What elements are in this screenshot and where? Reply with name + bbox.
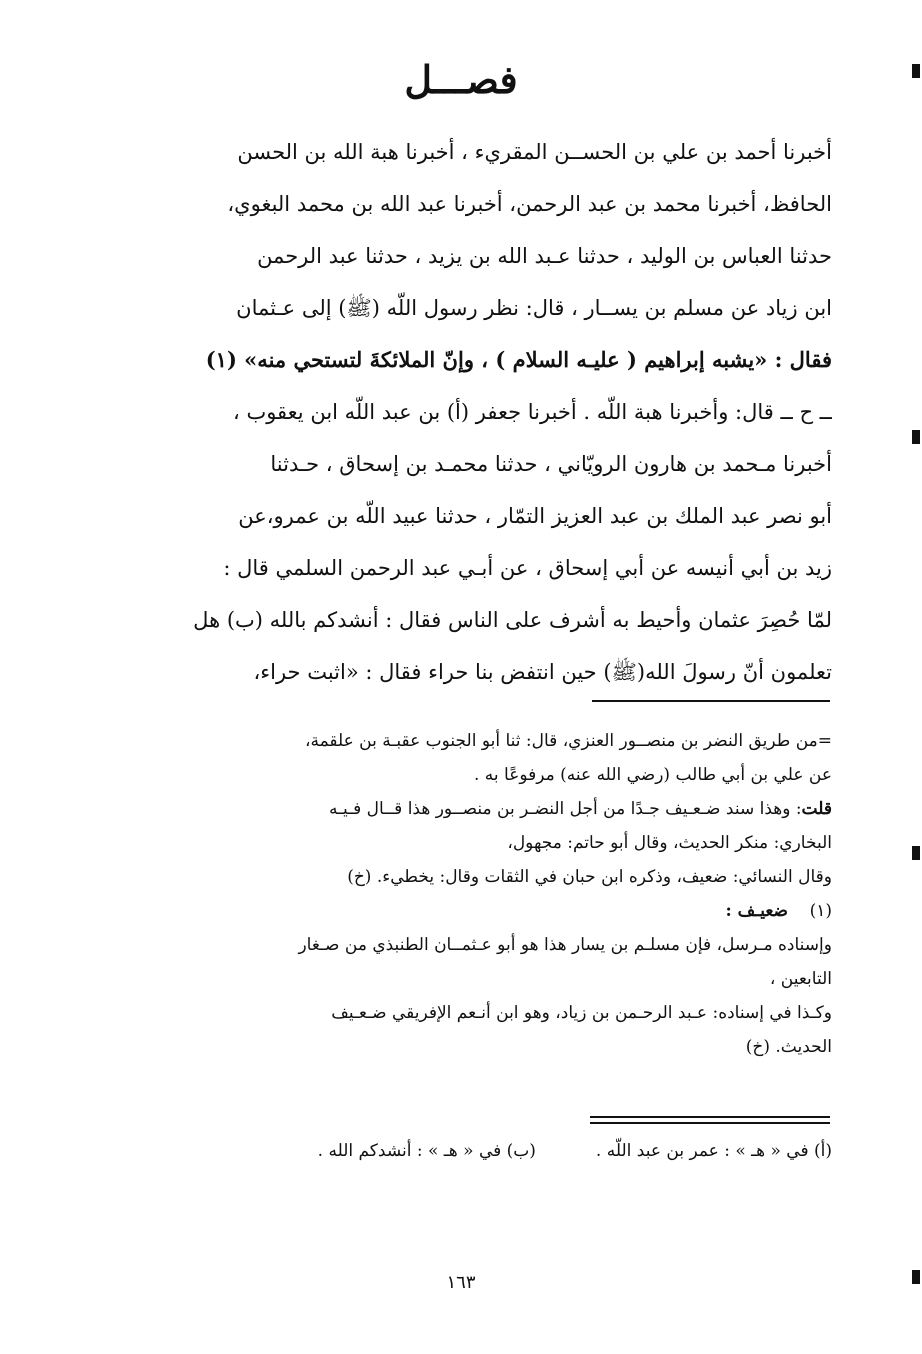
scan-edge-mark (912, 846, 920, 860)
footnote-line: وإسناده مـرسل، فإن مسلـم بن يسار هذا هو أبو عـثمــان الطنبذي من صـغار (298, 935, 832, 955)
footnote-line: عن علي بن أبي طالب (رضي الله عنه) مرفوعًا به . (473, 765, 832, 785)
main-line: أخبرنا مـحمد بن هارون الرويّاني ، حدثنا محمـد بن إسحاق ، حـدثنا (270, 452, 832, 476)
footnote-line: وكـذا في إسناده: عـبد الرحـمن بن زياد، وهو ابن أنـعم الإفريقي ضـعـيف (331, 1003, 832, 1023)
footnote-separator (592, 700, 830, 702)
footnote-1-number: (١) (809, 901, 832, 921)
scan-edge-mark (912, 1270, 920, 1284)
main-line: حدثنا العباس بن الوليد ، حدثنا عـبد الله بن يزيد ، حدثنا عبد الرحمن (257, 244, 832, 268)
variant-b: (ب) في « هـ » : أنشدكم الله . (317, 1141, 536, 1161)
footnote-1-heading (118, 894, 832, 928)
scan-edge-mark (912, 430, 920, 444)
variant-a: (أ) في « هـ » : عمر بن عبد اللّه . (595, 1141, 832, 1161)
manuscript-variants (118, 1134, 832, 1168)
main-line: لمّا حُصِرَ عثمان وأحيط به أشرف على الناس فقال : أنشدكم بالله (ب) هل (193, 608, 832, 632)
main-line: الحافظ، أخبرنا محمد بن عبد الرحمن، أخبرنا عبد الله بن محمد البغوي، (227, 192, 832, 216)
page-number: ١٦٣ (446, 1272, 476, 1293)
main-line: أبو نصر عبد الملك بن عبد العزيز التمّار ، حدثنا عبيد اللّه بن عمرو،عن (238, 504, 832, 528)
footnote-1-grade: ضعيـف : (725, 901, 788, 921)
footnote-line: البخاري: منكر الحديث، وقال أبو حاتم: مجهول، (507, 833, 832, 853)
main-line: أخبرنا أحمد بن علي بن الحســن المقريء ، أخبرنا هبة الله بن الحسن (237, 140, 832, 164)
main-text (118, 126, 832, 698)
footnote-line (118, 792, 832, 826)
main-line: زيد بن أبي أنيسه عن أبي إسحاق ، عن أبـي عبد الرحمن السلمي قال : (223, 556, 832, 580)
footnote-line: وقال النسائي: ضعيف، وذكره ابن حبان في الثقات وقال: يخطيء. (خ) (347, 867, 832, 887)
scan-edge-mark (912, 64, 920, 78)
page-title: فصـــل (404, 57, 518, 102)
main-line: ــ ح ــ قال: وأخبرنا هبة اللّه . أخبرنا جعفر (أ) بن عبد اللّه ابن يعقوب ، (232, 400, 832, 424)
footnote-line: =من طريق النضر بن منصــور العنزي، قال: ثنا أبو الجنوب عقبـة بن علقمة، (304, 731, 832, 751)
variants-separator (590, 1116, 830, 1124)
qultu-label: قلت (801, 799, 832, 819)
qultu-text: : وهذا سند ضـعـيف جـدًا من أجل النضـر بن منصــور هذا قــال فـيـه (328, 799, 802, 819)
main-line-hadith: فقال : «يشبه إبراهيم ( عليـه السلام ) ، وإنّ الملائكةَ لتستحي منه» (١) (205, 347, 832, 372)
main-line: ابن زياد عن مسلم بن يســار ، قال: نظر رسول اللّه (ﷺ) إلى عـثمان (236, 296, 832, 320)
footnotes (118, 724, 832, 1064)
footnote-line: الحديث. (خ) (745, 1037, 832, 1057)
footnote-line: التابعين ، (769, 969, 832, 989)
main-line: تعلمون أنّ رسولَ الله(ﷺ) حين انتفض بنا حراء فقال : «اثبت حراء، (253, 660, 832, 684)
